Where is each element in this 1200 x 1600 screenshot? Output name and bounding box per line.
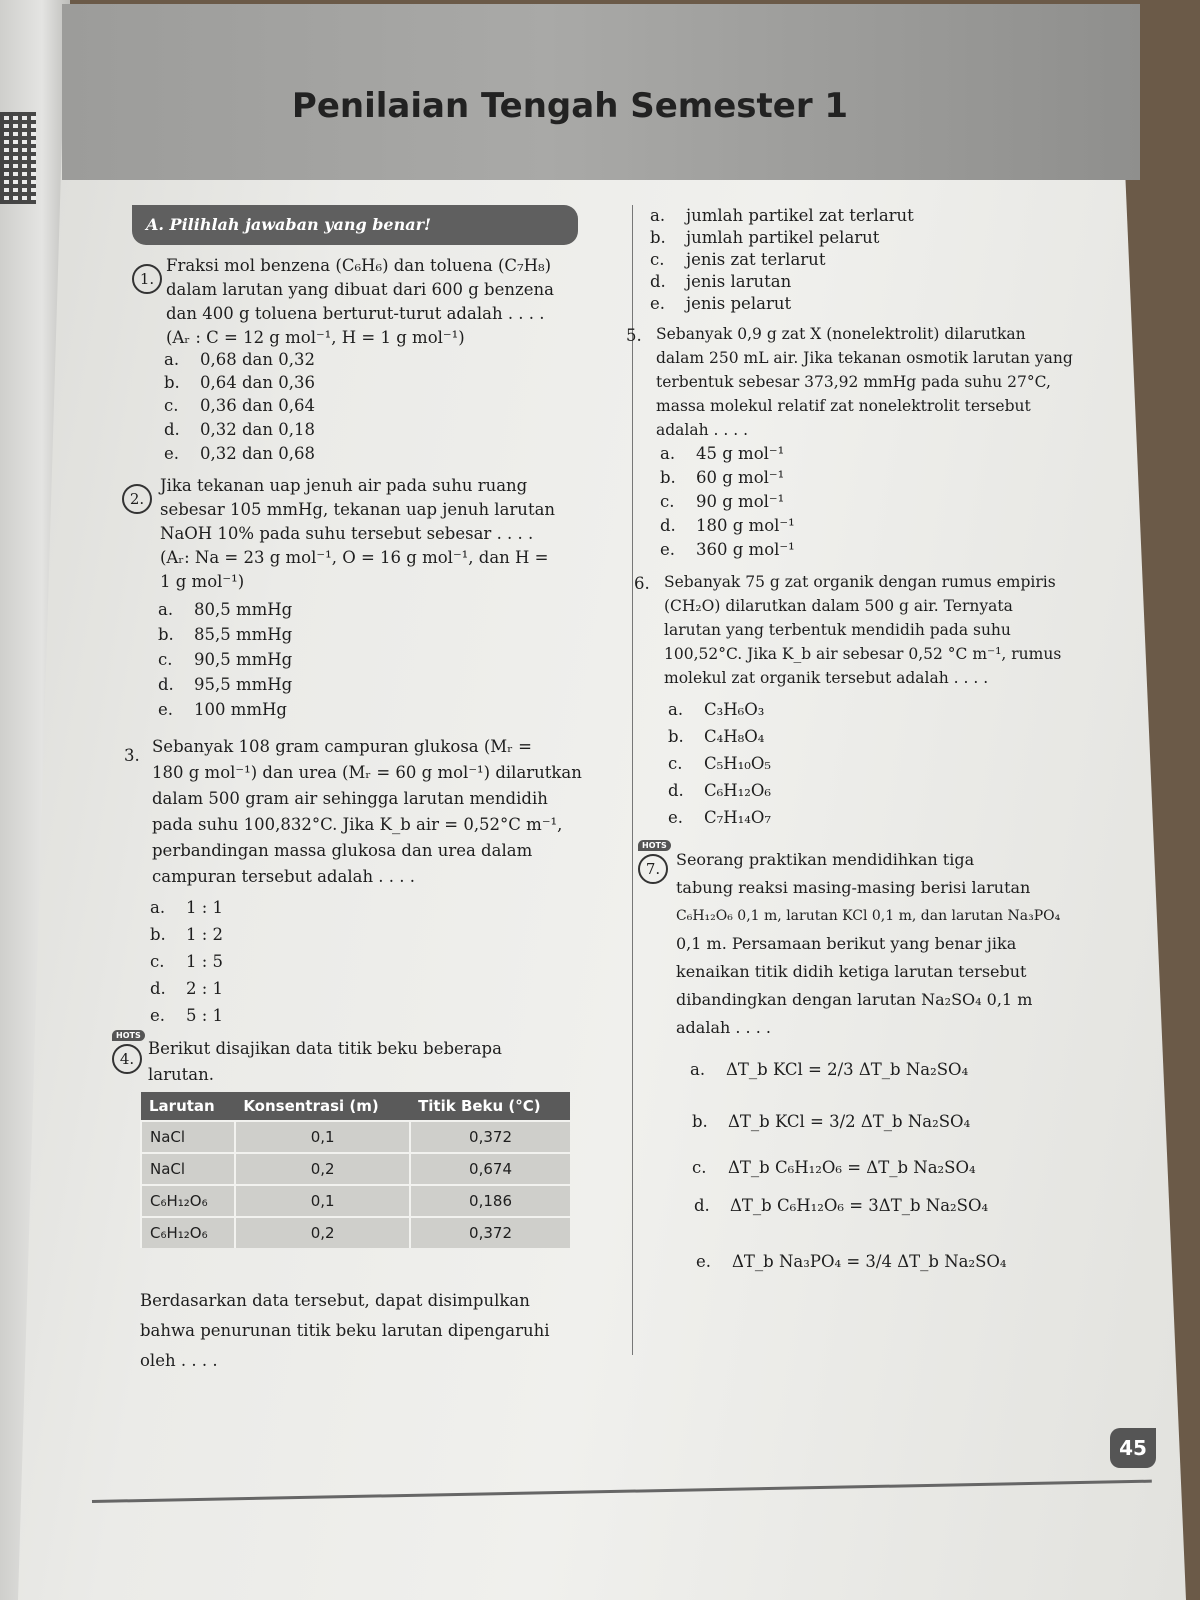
q2-text <box>160 474 590 594</box>
q6-line: (CH₂O) dilarutkan dalam 500 g air. Ternyata <box>664 597 1013 615</box>
q2-line: sebesar 105 mmHg, tekanan uap jenuh larutan <box>160 500 556 519</box>
q3-number: 3. <box>124 746 140 765</box>
column-header: Larutan <box>141 1092 235 1121</box>
q5-line: massa molekul relatif zat nonelektrolit tersebut <box>656 397 1031 415</box>
q7-option-e: e. ΔT_b Na₃PO₄ = 3/4 ΔT_b Na₂SO₄ <box>696 1252 1007 1271</box>
q4-option-d: d. jenis larutan <box>650 272 792 291</box>
q4-conclusion <box>140 1286 620 1376</box>
q5-line: Sebanyak 0,9 g zat X (nonelektrolit) dilarutkan <box>656 325 1026 343</box>
table-row: C₆H₁₂O₆ 0,2 0,372 <box>141 1217 570 1248</box>
q2-line: (Aᵣ: Na = 23 g mol⁻¹, O = 16 g mol⁻¹, dan H = <box>160 548 549 567</box>
column-header: Titik Beku (°C) <box>410 1092 570 1121</box>
table-row: NaCl 0,2 0,674 <box>141 1153 570 1185</box>
q3-line: dalam 500 gram air sehingga larutan mendidih <box>152 789 548 808</box>
q1-option-d: d. 0,32 dan 0,18 <box>164 420 315 439</box>
column-divider <box>632 205 633 1355</box>
q5-line: adalah . . . . <box>656 421 749 439</box>
q7-number: 7. <box>638 854 668 884</box>
q4-number: 4. <box>112 1044 142 1074</box>
q3-line: perbandingan massa glukosa dan urea dalam <box>152 841 533 860</box>
q7-option-c: c. ΔT_b C₆H₁₂O₆ = ΔT_b Na₂SO₄ <box>692 1158 976 1177</box>
q6-line: 100,52°C. Jika K_b air sebesar 0,52 °C m⁻¹, rumus <box>664 645 1062 663</box>
q7-line: adalah . . . . <box>676 1018 771 1037</box>
q6-option-b: b. C₄H₈O₄ <box>668 727 765 746</box>
qr-code <box>0 112 36 204</box>
q4-text <box>148 1036 608 1088</box>
q6-text <box>664 570 1104 690</box>
q2-option-c: c. 90,5 mmHg <box>158 650 293 669</box>
q6-option-d: d. C₆H₁₂O₆ <box>668 781 771 800</box>
q2-line: 1 g mol⁻¹) <box>160 572 245 591</box>
q3-line: campuran tersebut adalah . . . . <box>152 867 416 886</box>
q5-number: 5. <box>626 326 642 345</box>
q2-option-d: d. 95,5 mmHg <box>158 675 293 694</box>
table-row: C₆H₁₂O₆ 0,1 0,186 <box>141 1185 570 1217</box>
q2-number: 2. <box>122 484 152 514</box>
q7-text <box>676 846 1128 1042</box>
q5-option-a: a. 45 g mol⁻¹ <box>660 444 785 463</box>
q5-option-b: b. 60 g mol⁻¹ <box>660 468 785 487</box>
q6-line: molekul zat organik tersebut adalah . . . . <box>664 669 989 687</box>
q5-option-c: c. 90 g mol⁻¹ <box>660 492 785 511</box>
q3-option-b: b. 1 : 2 <box>150 925 224 944</box>
q2-line: Jika tekanan uap jenuh air pada suhu ruang <box>160 476 528 495</box>
q7-line: C₆H₁₂O₆ 0,1 m, larutan KCl 0,1 m, dan larutan Na₃PO₄ <box>676 908 1061 924</box>
q6-option-e: e. C₇H₁₄O₇ <box>668 808 771 827</box>
hots-badge: HOTS <box>638 840 671 851</box>
q1-option-e: e. 0,32 dan 0,68 <box>164 444 315 463</box>
q4-line: Berikut disajikan data titik beku beberapa <box>148 1039 502 1058</box>
q4-line: larutan. <box>148 1065 214 1084</box>
page-number: 45 <box>1110 1428 1156 1468</box>
q1-number: 1. <box>132 264 162 294</box>
q3-option-a: a. 1 : 1 <box>150 898 224 917</box>
q7-line: kenaikan titik didih ketiga larutan tersebut <box>676 962 1027 981</box>
q5-text <box>656 322 1096 442</box>
q1-option-a: a. 0,68 dan 0,32 <box>164 350 315 369</box>
q4-after-line: bahwa penurunan titik beku larutan dipengaruhi <box>140 1321 550 1340</box>
q7-option-a: a. ΔT_b KCl = 2/3 ΔT_b Na₂SO₄ <box>690 1060 969 1079</box>
q4-option-a: a. jumlah partikel zat terlarut <box>650 206 914 225</box>
q3-option-c: c. 1 : 5 <box>150 952 224 971</box>
q1-text <box>166 254 586 350</box>
q4-after-line: Berdasarkan data tersebut, dapat disimpulkan <box>140 1291 530 1310</box>
q3-option-d: d. 2 : 1 <box>150 979 224 998</box>
q1-option-b: b. 0,64 dan 0,36 <box>164 373 315 392</box>
q3-option-e: e. 5 : 1 <box>150 1006 224 1025</box>
q7-line: Seorang praktikan mendidihkan tiga <box>676 850 975 869</box>
q1-line: dan 400 g toluena berturut-turut adalah . . . . <box>166 304 545 323</box>
q3-line: 180 g mol⁻¹) dan urea (Mᵣ = 60 g mol⁻¹) dilarutkan <box>152 763 582 782</box>
q4-option-c: c. jenis zat terlarut <box>650 250 826 269</box>
q3-line: Sebanyak 108 gram campuran glukosa (Mᵣ = <box>152 737 532 756</box>
q2-option-b: b. 85,5 mmHg <box>158 625 293 644</box>
q7-line: dibandingkan dengan larutan Na₂SO₄ 0,1 m <box>676 990 1033 1009</box>
q5-option-e: e. 360 g mol⁻¹ <box>660 540 795 559</box>
q2-option-e: e. 100 mmHg <box>158 700 287 719</box>
q6-option-c: c. C₅H₁₀O₅ <box>668 754 771 773</box>
q4-after-line: oleh . . . . <box>140 1351 218 1370</box>
q6-line: larutan yang terbentuk mendidih pada suhu <box>664 621 1011 639</box>
column-header: Konsentrasi (m) <box>235 1092 410 1121</box>
q6-line: Sebanyak 75 g zat organik dengan rumus empiris <box>664 573 1056 591</box>
q3-text <box>152 734 612 890</box>
q2-option-a: a. 80,5 mmHg <box>158 600 293 619</box>
q7-line: tabung reaksi masing-masing berisi larutan <box>676 878 1031 897</box>
q5-option-d: d. 180 g mol⁻¹ <box>660 516 795 535</box>
q5-line: dalam 250 mL air. Jika tekanan osmotik larutan yang <box>656 349 1073 367</box>
freezing-point-table <box>140 1092 570 1248</box>
hots-badge: HOTS <box>112 1030 145 1041</box>
q1-option-c: c. 0,36 dan 0,64 <box>164 396 315 415</box>
page-title: Penilaian Tengah Semester 1 <box>291 86 849 126</box>
q3-line: pada suhu 100,832°C. Jika K_b air = 0,52°C m⁻¹, <box>152 815 563 834</box>
q7-option-d: d. ΔT_b C₆H₁₂O₆ = 3ΔT_b Na₂SO₄ <box>694 1196 989 1215</box>
table-row: NaCl 0,1 0,372 <box>141 1121 570 1153</box>
q6-number: 6. <box>634 574 650 593</box>
q6-option-a: a. C₃H₆O₃ <box>668 700 765 719</box>
q7-line: 0,1 m. Persamaan berikut yang benar jika <box>676 934 1017 953</box>
q4-option-b: b. jumlah partikel pelarut <box>650 228 880 247</box>
q1-line: dalam larutan yang dibuat dari 600 g benzena <box>166 280 554 299</box>
table-header-row <box>141 1092 570 1121</box>
section-heading: A. Pilihlah jawaban yang benar! <box>132 205 578 245</box>
q2-line: NaOH 10% pada suhu tersebut sebesar . . . . <box>160 524 534 543</box>
q1-line: Fraksi mol benzena (C₆H₆) dan toluena (C₇H₈) <box>166 256 552 275</box>
q7-option-b: b. ΔT_b KCl = 3/2 ΔT_b Na₂SO₄ <box>692 1112 971 1131</box>
q1-line: (Aᵣ : C = 12 g mol⁻¹, H = 1 g mol⁻¹) <box>166 328 465 347</box>
q5-line: terbentuk sebesar 373,92 mmHg pada suhu 27°C, <box>656 373 1051 391</box>
q4-option-e: e. jenis pelarut <box>650 294 792 313</box>
